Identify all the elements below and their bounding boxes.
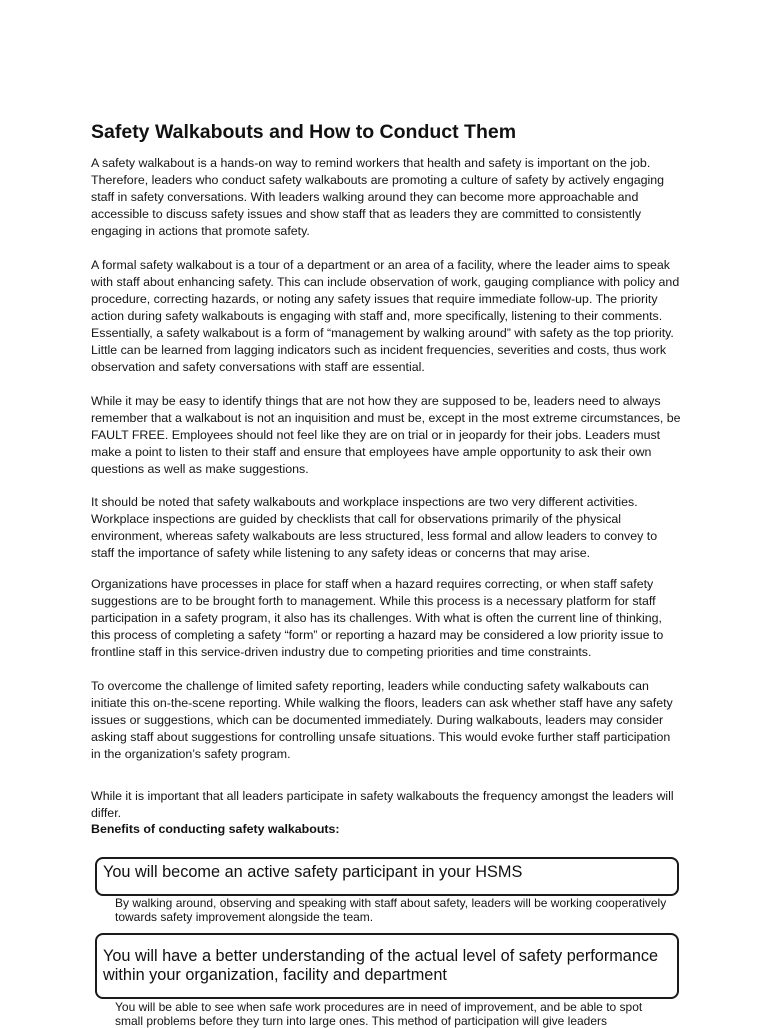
benefit-box-2 [95,933,679,999]
paragraph-intro: A safety walkabout is a hands-on way to remind workers that health and safety is important on the job. Therefore, leaders who conduct safety walkabouts are promoting a culture of safety by actively engaging staff in safety conversations. With leaders walking around they can become more approachable and accessible to discuss safety issues and show staff that as leaders they are committed to consistently engaging in actions that promote safety. [91,156,665,238]
benefits-heading: Benefits of conducting safety walkabouts: [91,822,340,836]
benefit-description-1: By walking around, observing and speaking with staff about safety, leaders will be working cooperatively towards safety improvement alongside the team. [115,896,667,924]
benefit-heading: You will become an active safety participant in your HSMS [103,863,523,881]
paragraph-overcome: To overcome the challenge of limited safety reporting, leaders while conducting safety walkabouts can initiate this on-the-scene reporting. While walking the floors, leaders can ask whether staff have any safety issues or suggestions, which can be documented immediately. During walkabouts, leaders may consider asking staff about suggestions for controlling unsafe situations. This would evoke further staff participation in the organization’s safety program. [91,679,673,761]
benefit-heading: You will have a better understanding of the actual level of safety performance within your organization, facility and department [103,947,659,984]
paragraph-processes: Organizations have processes in place for staff when a hazard requires correcting, or when staff safety suggestions are to be brought forth to management. While this process is a necessary platform for staff participation in a safety program, it also has its challenges. With what is often the current line of thinking, this process of completing a safety “form” or reporting a hazard may be considered a low priority issue to frontline staff in this service-driven industry due to competing priorities and time constraints. [91,577,664,659]
page-title: Safety Walkabouts and How to Conduct Them [91,121,517,143]
paragraph-frequency: While it is important that all leaders participate in safety walkabouts the frequency amongst the leaders will differ. [91,789,674,820]
paragraph-fault-free: While it may be easy to identify things that are not how they are supposed to be, leaders need to always remember that a walkabout is not an inquisition and must be, except in the most extreme circumstances, be FAULT FREE. Employees should not feel like they are on trial or in jeopardy for their jobs. Leaders must make a point to listen to their staff and ensure that employees have ample opportunity to ask their own questions as well as make suggestions. [91,394,681,476]
benefit-box-1 [95,857,679,896]
paragraph-formal-walkabout: A formal safety walkabout is a tour of a department or an area of a facility, where the leader aims to speak with staff about enhancing safety. This can include observation of work, gauging compliance with policy and procedure, correcting hazards, or noting any safety issues that require immediate follow-up. The priority action during safety walkabouts is engaging with staff and, more specifically, listening to their comments. Essentially, a safety walkabout is a form of “management by walking around” with safety as the top priority. Little can be learned from lagging indicators such as incident frequencies, severities and costs, thus work observation and safety conversations with staff are essential. [91,258,680,374]
benefit-description-2: You will be able to see when safe work procedures are in need of improvement, and be able to spot small problems before they turn into large ones. This method of participation will give leaders [115,1000,643,1028]
paragraph-inspections: It should be noted that safety walkabouts and workplace inspections are two very different activities. Workplace inspections are guided by checklists that call for observations primarily of the physical environment, whereas safety walkabouts are less structured, less formal and allow leaders to convey to staff the importance of safety while listening to any safety ideas or concerns that may arise. [91,495,658,560]
